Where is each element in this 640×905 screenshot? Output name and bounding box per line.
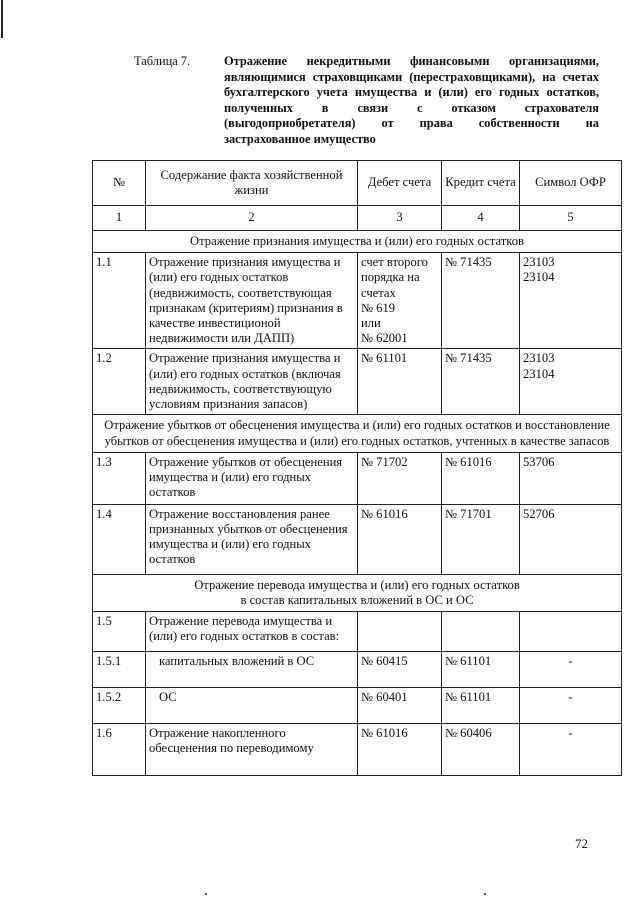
caption-text-body: Отражение некредитными финансовыми организациями, являющимися страховщиками (перестраховщиками), на счетах бухгалтерского учета имущества и (или) его годных остатков, полученных в связи с отказом страхователя (выгодоприобретателя) от права собственности на <box>224 54 599 131</box>
row-credit: № 71701 <box>442 504 520 574</box>
row-content <box>146 688 358 724</box>
section-title <box>93 574 622 611</box>
header-debit: Дебет счета <box>358 161 442 206</box>
table-row <box>93 452 622 504</box>
row-content-indented: ОС <box>159 690 177 705</box>
row-ofr <box>520 612 622 652</box>
scan-speck <box>205 893 207 895</box>
row-debit: № 61101 <box>358 349 442 415</box>
row-ofr <box>520 349 622 415</box>
row-debit <box>358 253 442 349</box>
row-ofr-line: 23104 <box>523 270 555 285</box>
section-title-line: в состав капитальных вложений в ОС и ОС <box>240 593 474 608</box>
margin-mark <box>1 0 3 38</box>
caption-label: Таблица 7. <box>134 54 191 68</box>
header-row <box>93 161 622 206</box>
accounting-table <box>92 160 622 776</box>
caption-text <box>224 54 599 148</box>
row-debit-line: № 62001 <box>361 331 408 346</box>
row-debit: № 61016 <box>358 504 442 574</box>
row-debit: № 71702 <box>358 452 442 504</box>
row-debit-line: или <box>361 316 381 331</box>
row-num: 1.4 <box>93 504 146 574</box>
row-credit: № 61101 <box>442 688 520 724</box>
column-number: 1 <box>93 206 146 231</box>
row-ofr-line: 23103 <box>523 351 555 366</box>
table-row <box>93 652 622 688</box>
row-content: Отражение накопленного обесценения по переводимому <box>146 724 358 776</box>
column-number: 2 <box>146 206 358 231</box>
section-title: Отражение убытков от обесценения имущества и (или) его годных остатков и восстановление убытков от обесценения имущества и (или) его годных остатков, учтенных в качестве запасов <box>93 415 622 452</box>
row-credit: № 60406 <box>442 724 520 776</box>
row-content: Отражение признания имущества и (или) его годных остатков (недвижимость, соответствующая признакам (критериям) признания в качестве инвестиционой недвижимости или ДАПП) <box>146 253 358 349</box>
row-ofr: - <box>520 688 622 724</box>
row-num: 1.6 <box>93 724 146 776</box>
section-row <box>93 415 622 452</box>
row-num: 1.2 <box>93 349 146 415</box>
section-row <box>93 574 622 611</box>
header-ofr: Символ ОФР <box>520 161 622 206</box>
row-ofr-line: 23103 <box>523 255 555 270</box>
row-num: 1.3 <box>93 452 146 504</box>
row-ofr <box>520 253 622 349</box>
table-row <box>93 504 622 574</box>
row-content: Отражение восстановления ранее признанных убытков от обесценения имущества и (или) его годных остатков <box>146 504 358 574</box>
row-credit: № 71435 <box>442 349 520 415</box>
row-ofr: - <box>520 724 622 776</box>
row-credit: № 71435 <box>442 253 520 349</box>
row-num: 1.5 <box>93 612 146 652</box>
header-content: Содержание факта хозяйственной жизни <box>146 161 358 206</box>
row-debit-line: счет второго порядка на счетах <box>361 255 428 300</box>
header-credit: Кредит счета <box>442 161 520 206</box>
row-debit-line: № 619 <box>361 300 396 315</box>
row-ofr: - <box>520 652 622 688</box>
row-content: Отражение признания имущества и (или) его годных остатков (включая недвижимость, соответствующую условиям признания запасов) <box>146 349 358 415</box>
section-row <box>93 231 622 253</box>
section-title-line: Отражение перевода имущества и (или) его годных остатков <box>194 577 520 592</box>
row-content: Отражение убытков от обесценения имущества и (или) его годных остатков <box>146 452 358 504</box>
table-row <box>93 253 622 349</box>
header-num: № <box>93 161 146 206</box>
row-debit: № 60415 <box>358 652 442 688</box>
table-row <box>93 612 622 652</box>
table-row <box>93 688 622 724</box>
table-row <box>93 349 622 415</box>
row-ofr-line: 23104 <box>523 366 555 381</box>
row-content <box>146 652 358 688</box>
row-num: 1.1 <box>93 253 146 349</box>
column-number-row <box>93 206 622 231</box>
page-number: 72 <box>575 836 588 851</box>
row-num: 1.5.2 <box>93 688 146 724</box>
row-debit: № 61016 <box>358 724 442 776</box>
row-content-indented: капитальных вложений в ОС <box>159 654 315 669</box>
row-debit <box>358 612 442 652</box>
scan-speck <box>484 893 486 895</box>
row-credit <box>442 612 520 652</box>
column-number: 5 <box>520 206 622 231</box>
caption-text-last: застрахованное имущество <box>224 131 376 146</box>
column-number: 3 <box>358 206 442 231</box>
row-ofr: 52706 <box>520 504 622 574</box>
row-content: Отражение перевода имущества и (или) его годных остатков в состав: <box>146 612 358 652</box>
row-credit: № 61016 <box>442 452 520 504</box>
row-ofr: 53706 <box>520 452 622 504</box>
row-credit: № 61101 <box>442 652 520 688</box>
section-title: Отражение признания имущества и (или) его годных остатков <box>93 231 622 253</box>
row-num: 1.5.1 <box>93 652 146 688</box>
column-number: 4 <box>442 206 520 231</box>
table-row <box>93 724 622 776</box>
row-debit: № 60401 <box>358 688 442 724</box>
